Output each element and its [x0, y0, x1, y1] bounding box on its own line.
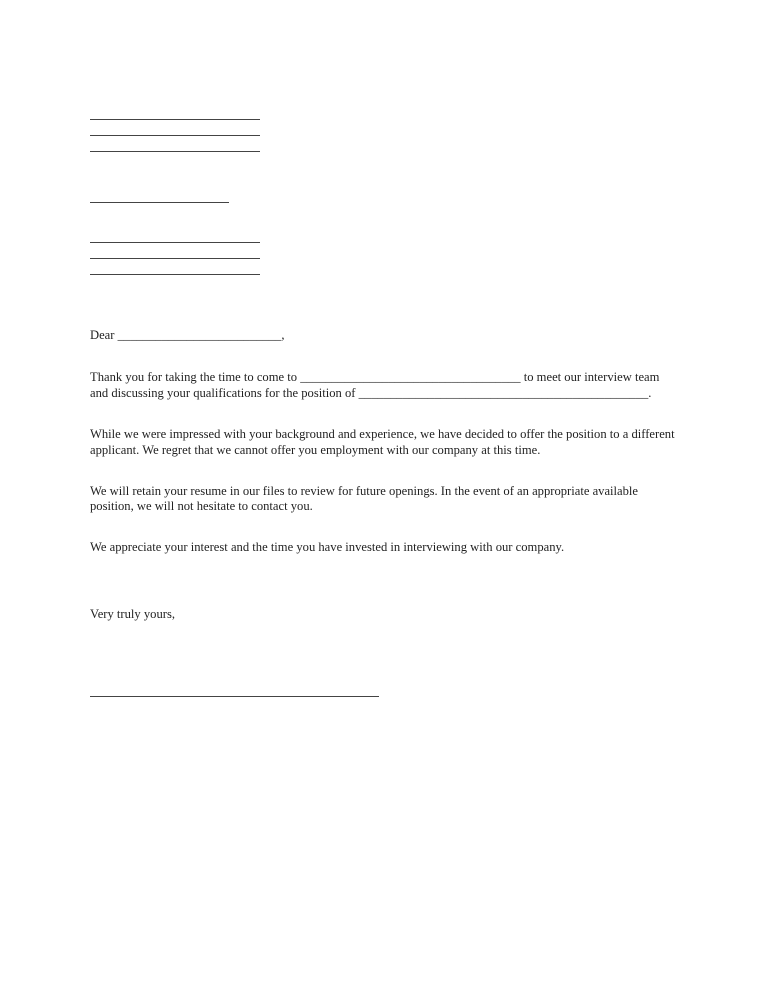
- recipient-address-line-3: [90, 274, 260, 275]
- sender-address-line-1: [90, 119, 260, 120]
- date-line: [90, 202, 229, 203]
- paragraph-line: We appreciate your interest and the time you have invested in interviewing with our company.: [90, 540, 565, 554]
- paragraph-line: While we were impressed with your background and experience, we have decided to offer the position to a different: [90, 427, 675, 441]
- salutation: Dear __________________________,: [90, 328, 285, 342]
- signature-line: [90, 696, 379, 697]
- paragraph-line: position, we will not hesitate to contact you.: [90, 499, 313, 513]
- paragraph-line: and discussing your qualifications for the position of ______________________________________________.: [90, 386, 652, 400]
- paragraph-line: Thank you for taking the time to come to ___________________________________ to meet our interview team: [90, 370, 660, 384]
- sender-address-line-2: [90, 135, 260, 136]
- recipient-address-line-1: [90, 242, 260, 243]
- paragraph-line: applicant. We regret that we cannot offer you employment with our company at this time.: [90, 443, 541, 457]
- paragraph-line: We will retain your resume in our files to review for future openings. In the event of an appropriate available: [90, 484, 639, 498]
- closing: Very truly yours,: [90, 607, 175, 621]
- recipient-address-line-2: [90, 258, 260, 259]
- sender-address-line-3: [90, 151, 260, 152]
